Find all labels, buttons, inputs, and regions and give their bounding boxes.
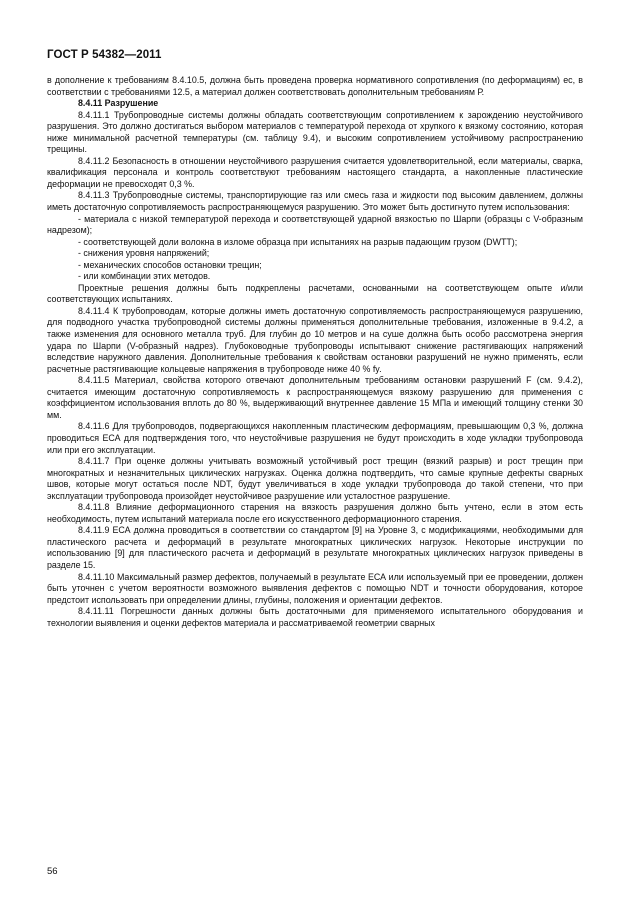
list-item: - материала с низкой температурой перехода и соответствующей ударной вязкостью по Шарпи (образцы с V-образным надрезом); bbox=[47, 213, 583, 236]
paragraph: 8.4.11.5 Материал, свойства которого отвечают дополнительным требованиям остановки разрушений F (см. 9.4.2), считается имеющим достаточную сопротивляемость к распространяющемуся вязкому разрушению для применения с коэффициентом использования вплоть до 80 %, выдерживающий внутреннее давление 15 МПа и имеющий толщину стенки 30 мм. bbox=[47, 375, 583, 420]
paragraph: 8.4.11.7 При оценке должны учитывать возможный устойчивый рост трещин (вязкий разрыв) и рост трещин при многократных и незначительных циклических нагрузках. Оценка должна подтвердить, что самые крупные дефекты сварных швов, которые могут остаться после NDT, будут увеличиваться в ходе укладки трубопровода до такой степени, что при эксплуатации трубопровода произойдет неустойчивое разрушение или усталостное разрушение. bbox=[47, 456, 583, 501]
list-item: - снижения уровня напряжений; bbox=[78, 248, 210, 259]
paragraph: 8.4.11.8 Влияние деформационного старения на вязкость разрушения должно быть учтено, если в этом есть необходимость, путем испытаний материала после его искусственного деформационного старения. bbox=[47, 502, 583, 524]
list-item: - соответствующей доли волокна в изломе образца при испытаниях на разрыв падающим грузом (DWTT); bbox=[78, 236, 518, 247]
page-number: 56 bbox=[47, 866, 58, 877]
standard-header: ГОСТ Р 54382—2011 bbox=[47, 49, 162, 61]
paragraph: 8.4.11.1 Трубопроводные системы должны обладать соответствующим сопротивлением к зарождению неустойчивого разрушения. Это должно достигаться выбором материалов с температурой перехода от хрупкого к вязкому состоянию, которая ниже минимальной расчетной температуры (см. таблицу 9.4), и высоким сопротивлением устойчивому распространению трещины. bbox=[47, 109, 583, 155]
paragraph: 8.4.11.6 Для трубопроводов, подвергающихся накопленным пластическим деформациям, превышающим 0,3 %, должна проводиться ЕСА для подтверждения того, что неустойчивые разрушения не будут происходить в ходе укладки трубопровода или при его эксплуатации. bbox=[47, 421, 583, 455]
paragraph: 8.4.11.3 Трубопроводные системы, транспортирующие газ или смесь газа и жидкости под высоким давлением, должны иметь достаточную сопротивляемость распространяющемуся разрушению. Это может быть достигнуто путем использования: bbox=[47, 190, 583, 213]
paragraph: 8.4.11.2 Безопасность в отношении неустойчивого разрушения считается удовлетворительной, если материалы, сварка, квалификация персонала и контроль соответствуют требованиям настоящего стандарта, а накопленные пластические деформации не превосходят 0,3 %. bbox=[47, 155, 583, 189]
paragraph: 8.4.11.9 ЕСА должна проводиться в соответствии со стандартом [9] на Уровне 3, с модификациями, необходимыми для пластического расчета и деформаций в результате многократных циклических нагрузок. Некоторые инструкции по использованию [9] для пластического расчета и деформаций в результате многократных циклических нагрузок приведены в разделе 15. bbox=[47, 525, 583, 570]
paragraph: 8.4.11.4 К трубопроводам, которые должны иметь достаточную сопротивляемость распространяющемуся разрушению, для подводного участка трубопроводной системы должны применяться дополнительные требования, изложенные в 9.4.2, а также изменения для основного металла труб. Для глубин до 10 метров и на суше должна быть особо рассмотрена энергия удара по Шарпи (V-образный надрез). Глубоководные трубопроводы испытывают снижение растягивающих напряжений вследствие наружного давления. Дополнительные требования к свойствам остановки разрушений не нужно применять, если расчетные растягивающие кольцевые напряжения в трубопроводе ниже 40 % fy. bbox=[47, 305, 583, 374]
section-heading: 8.4.11 Разрушение bbox=[78, 98, 159, 109]
paragraph: 8.4.11.10 Максимальный размер дефектов, получаемый в результате ЕСА или используемый при ее проведении, должен быть уточнен с учетом вероятности возможного выявления дефектов с помощью NDT и точности оборудования, которое предстоит использовать при определении длины, глубины, положения и ориентации дефектов. bbox=[47, 571, 583, 605]
paragraph-continuation: в дополнение к требованиям 8.4.10.5, должна быть проведена проверка нормативного сопротивления (по деформациям) eс, в соответствии с требованиями 12.5, а материал должен соответствовать дополнительным требованиям Р. bbox=[47, 75, 583, 97]
list-item: - или комбинации этих методов. bbox=[78, 271, 211, 282]
paragraph: Проектные решения должны быть подкреплены расчетами, основанными на соответствующем опыте и/или соответствующих испытаниях. bbox=[47, 282, 583, 305]
list-item: - механических способов остановки трещин; bbox=[78, 259, 262, 270]
paragraph: 8.4.11.11 Погрешности данных должны быть достаточными для применяемого испытательного оборудования и технологии выявления и оценки дефектов материала и рассматриваемой геометрии сварных bbox=[47, 606, 583, 628]
document-body bbox=[47, 75, 583, 629]
